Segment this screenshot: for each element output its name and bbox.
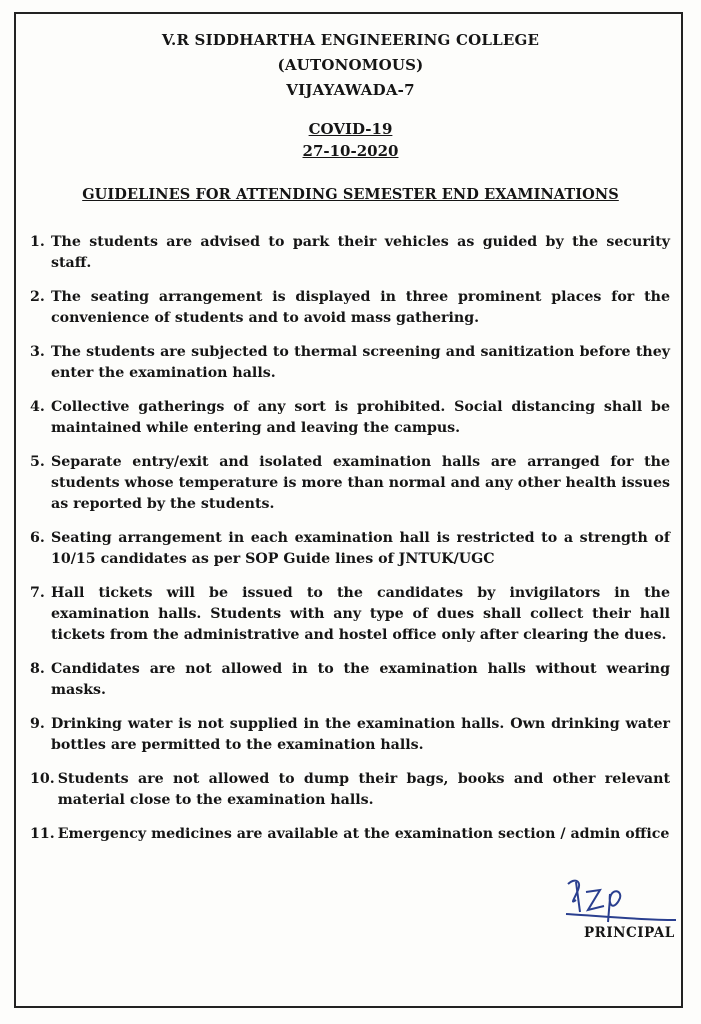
guideline-number: 6.	[30, 530, 45, 546]
guideline-item	[30, 287, 670, 329]
guideline-item	[30, 714, 670, 756]
guideline-text: The students are advised to park their vehicles as guided by the security staff.	[51, 234, 670, 271]
college-name: V.R SIDDHARTHA ENGINEERING COLLEGE	[161, 31, 540, 49]
guideline-number: 2.	[30, 289, 45, 305]
guideline-item	[30, 528, 670, 570]
guideline-text: Drinking water is not supplied in the examination halls. Own drinking water bottles are permitted to the examination halls.	[51, 716, 670, 753]
guideline-item	[30, 397, 670, 439]
guideline-number: 9.	[30, 716, 45, 732]
guideline-number: 11.	[30, 826, 55, 842]
guideline-item	[30, 452, 670, 515]
college-status: (AUTONOMOUS)	[277, 56, 424, 74]
guideline-number: 4.	[30, 399, 45, 415]
guideline-text: Candidates are not allowed in to the examination halls without wearing masks.	[51, 661, 670, 698]
principal-signature	[560, 870, 680, 930]
guideline-item	[30, 342, 670, 384]
guideline-text: The students are subjected to thermal screening and sanitization before they enter the examination halls.	[51, 344, 670, 381]
guideline-number: 7.	[30, 585, 45, 601]
guideline-item	[30, 659, 670, 701]
notice-date: 27-10-2020	[302, 142, 399, 160]
guideline-text: Hall tickets will be issued to the candidates by invigilators in the examination halls. Students with any type of dues shall collect their hall tickets from the administrative and hostel office only after clearing the dues.	[51, 585, 670, 643]
notice-heading	[0, 118, 701, 162]
guidelines-list	[30, 232, 670, 845]
college-city: VIJAYAWADA-7	[286, 81, 415, 99]
guideline-text: Emergency medicines are available at the examination section / admin office	[57, 826, 670, 842]
guideline-item	[30, 824, 670, 845]
guideline-text: Collective gatherings of any sort is prohibited. Social distancing shall be maintained while entering and leaving the campus.	[51, 399, 670, 436]
guideline-item	[30, 769, 670, 811]
guideline-item	[30, 232, 670, 274]
guideline-item	[30, 583, 670, 646]
guideline-number: 8.	[30, 661, 45, 677]
guideline-number: 3.	[30, 344, 45, 360]
guideline-text: Students are not allowed to dump their bags, books and other relevant material close to the examination halls.	[57, 771, 670, 808]
guideline-text: Separate entry/exit and isolated examination halls are arranged for the students whose temperature is more than normal and any other health issues as reported by the students.	[51, 454, 670, 512]
guideline-number: 5.	[30, 454, 45, 470]
guideline-number: 1.	[30, 234, 45, 250]
letterhead	[0, 28, 701, 103]
guideline-text: The seating arrangement is displayed in three prominent places for the convenience of students and to avoid mass gathering.	[51, 289, 670, 326]
guideline-number: 10.	[30, 771, 55, 787]
signatory-designation: PRINCIPAL	[584, 925, 675, 941]
notice-subject: COVID-19	[308, 120, 393, 138]
guideline-text: Seating arrangement in each examination hall is restricted to a strength of 10/15 candidates as per SOP Guide lines of JNTUK/UGC	[51, 530, 670, 567]
guidelines-title: GUIDELINES FOR ATTENDING SEMESTER END EXAMINATIONS	[82, 186, 619, 203]
